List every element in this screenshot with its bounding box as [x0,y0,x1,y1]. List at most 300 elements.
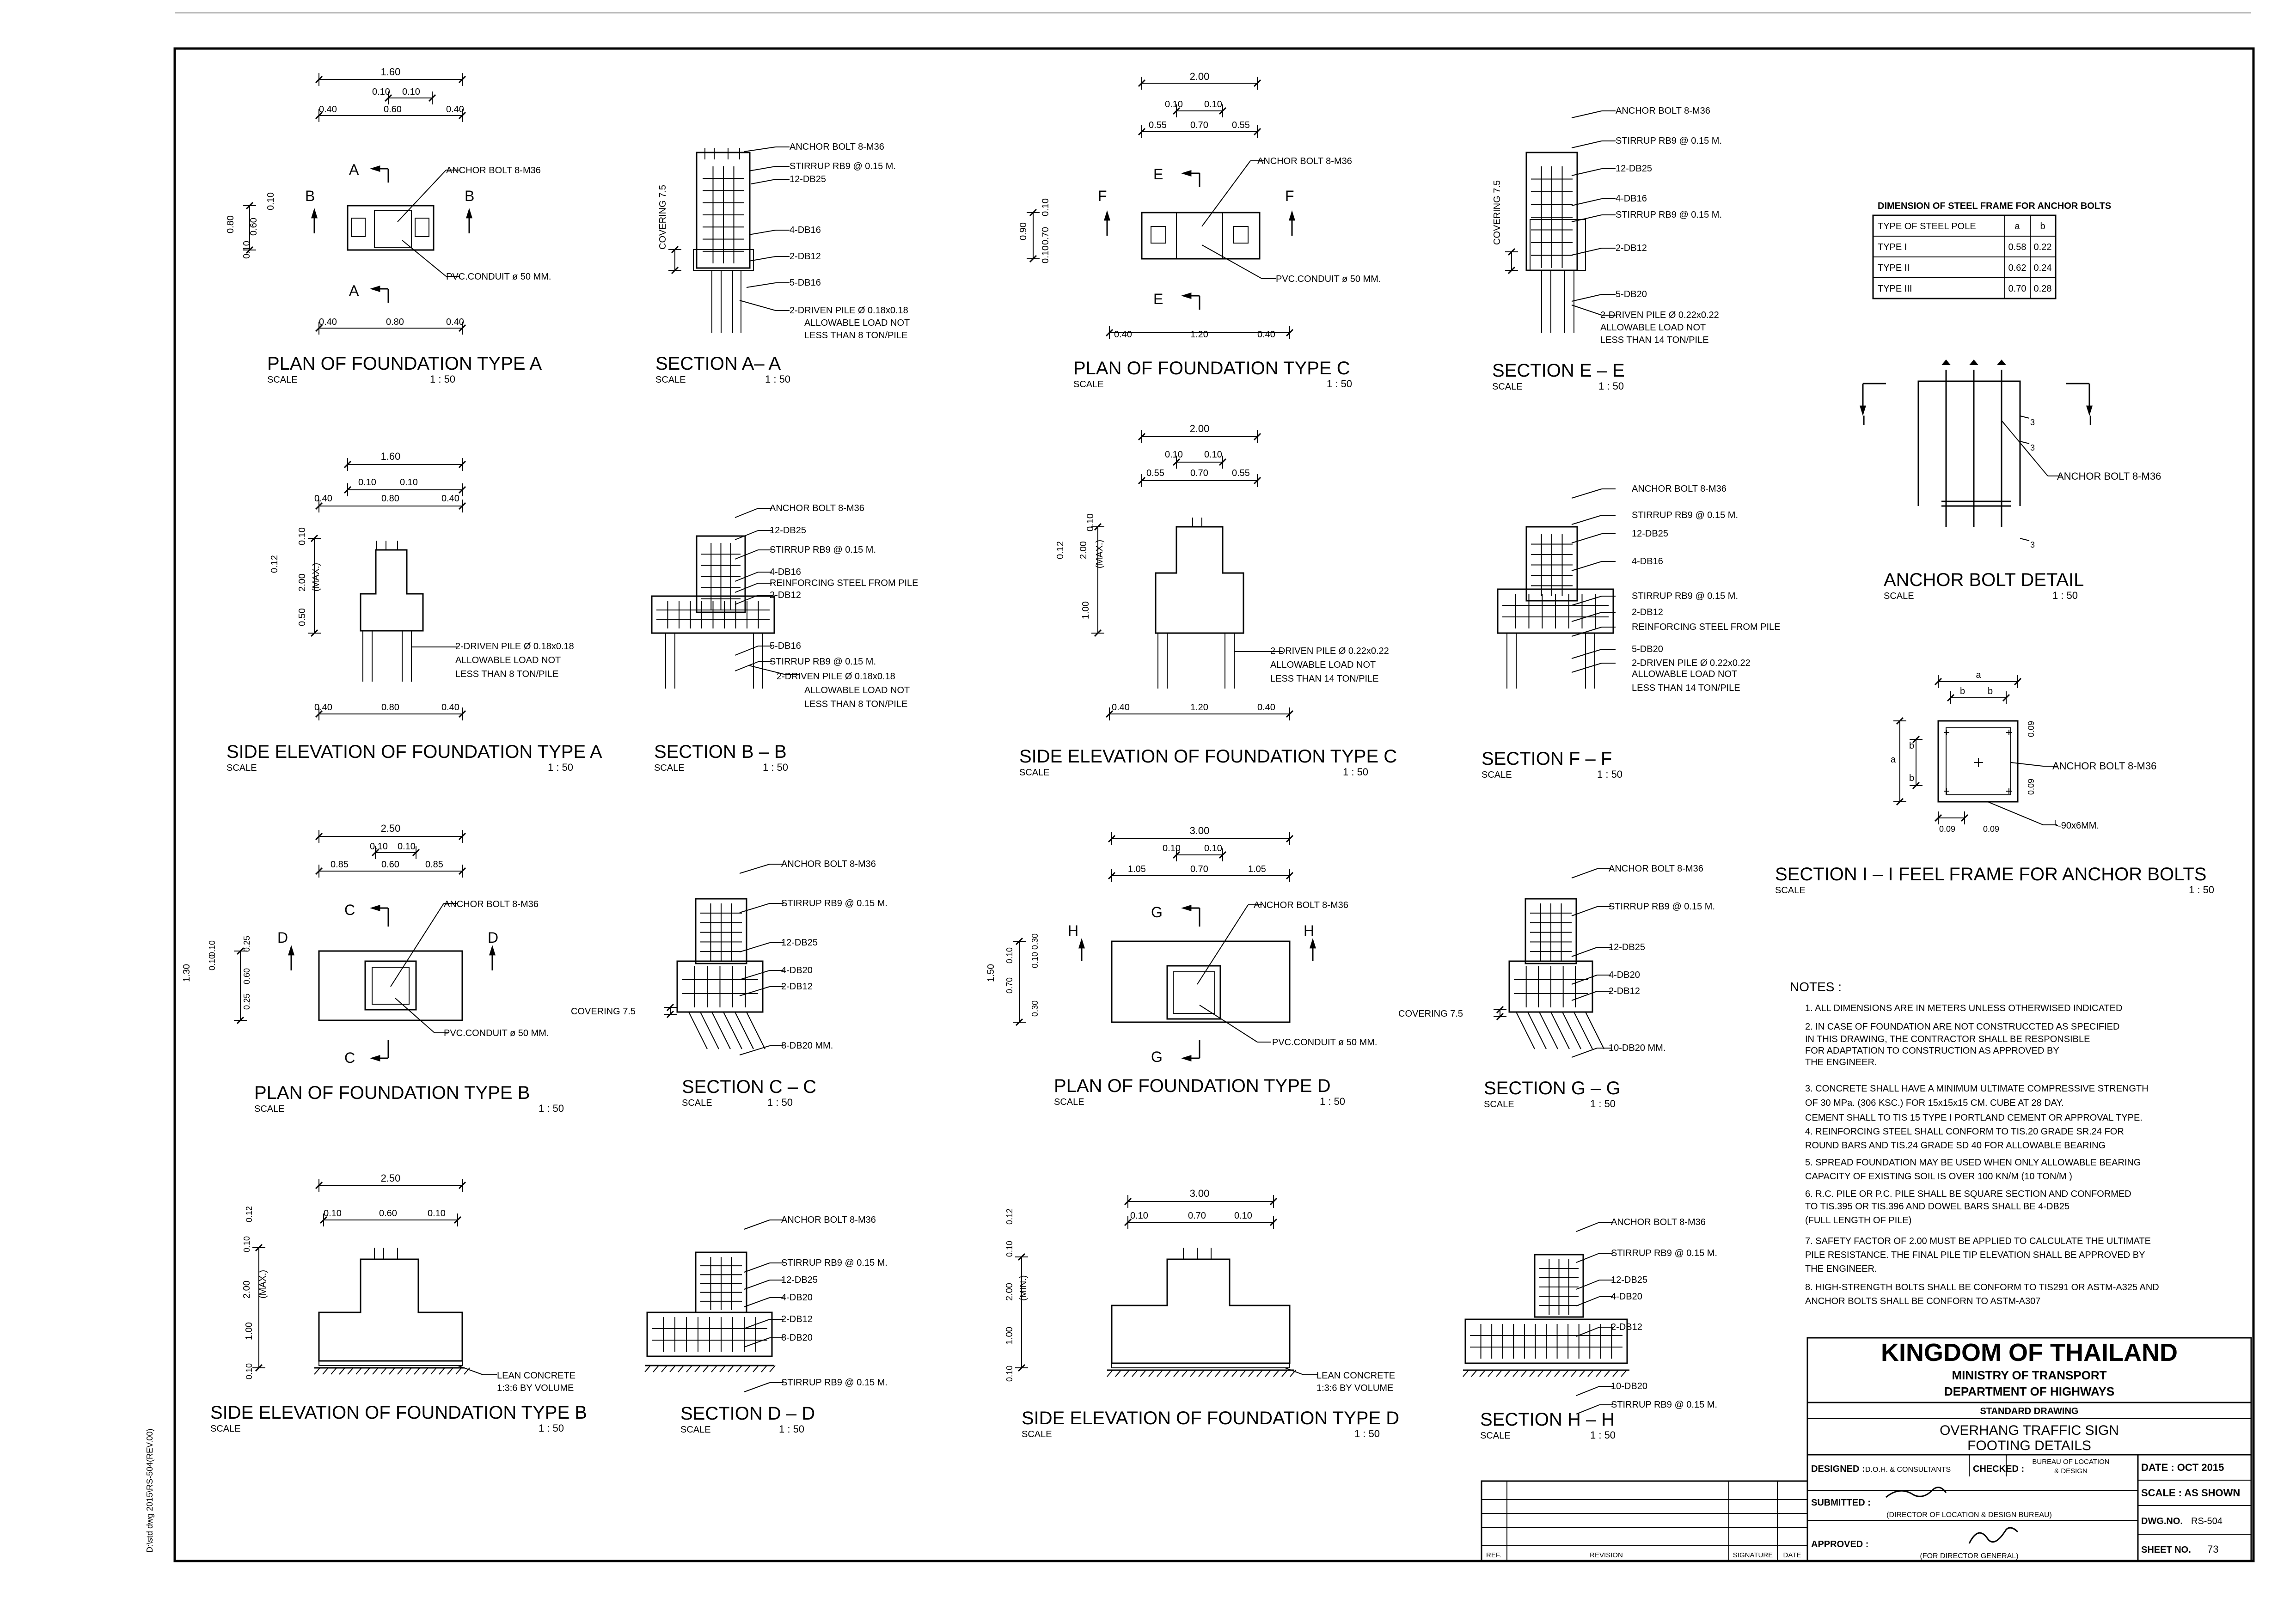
label: 2.50 [380,823,401,834]
label: 0.60 [381,860,399,870]
line [2020,538,2029,541]
ground-hatch [406,1368,411,1374]
label: 8-DB20 MM. [781,1041,833,1051]
leader-line [1197,905,1248,984]
scale-value: 1 : 50 [1354,1428,1380,1439]
label: (MIN.) [1018,1275,1029,1301]
label: 73 [2207,1543,2219,1555]
label: 0.12 [269,555,280,573]
label: 2-DRIVEN PILE Ø 0.22x0.22 [1632,658,1751,668]
label: 0.10 [1030,951,1040,968]
leader-line [1572,169,1602,176]
pile-bar [747,1012,765,1049]
label: F [1285,188,1294,204]
label: 4-DB16 [790,225,821,235]
label: ANCHOR BOLT 8-M36 [2052,760,2157,772]
label: 2-DRIVEN PILE Ø 0.22x0.22 [1270,646,1389,656]
label: 0.10 [1165,450,1183,460]
ground-hatch [439,1368,445,1374]
label: 0.10 [208,954,217,970]
note-line: CAPACITY OF EXISTING SOIL IS OVER 100 KN/M (10 TON/M ) [1805,1171,2072,1182]
leader-line [1572,947,1597,957]
label: 2.00 [1078,541,1089,559]
leader-line [744,1338,770,1347]
label: 0.10 [324,1208,342,1219]
note-line: THE ENGINEER. [1805,1057,1877,1067]
label: 0.55 [1149,120,1167,130]
scale-word: SCALE [654,763,685,773]
label: REVISION [1590,1551,1623,1559]
pedestal-outline [1142,213,1260,259]
arrow-head [1181,1055,1191,1061]
label: 0.10 [1041,245,1051,263]
signature [1969,1528,2018,1543]
scale-word: SCALE [680,1425,711,1435]
signature [1886,1488,1946,1497]
scale-value: 1 : 50 [765,373,791,385]
note-line: ANCHOR BOLTS SHALL BE CONFORN TO ASTM-A307 [1805,1296,2041,1306]
scale-value: 1 : 50 [1597,768,1623,780]
label: 0.25 [242,993,251,1010]
label: 0.10 [402,87,420,97]
ground-hatch [1563,1370,1568,1377]
label: 1.00 [1004,1327,1015,1345]
leader-line [1572,627,1602,636]
label: DATE : OCT 2015 [2141,1462,2224,1473]
scale-value: 1 : 50 [1343,766,1369,778]
label: 0.70 [1041,227,1051,245]
label: PVC.CONDUIT ø 50 MM. [1272,1037,1378,1048]
ground-hatch [1555,1370,1560,1377]
label: 1.05 [1248,864,1266,874]
view-title: PLAN OF FOUNDATION TYPE A [267,354,542,374]
label: 0.10 [1005,1365,1014,1382]
leader-line [1200,1005,1257,1042]
label: 0.30 [1030,1000,1040,1017]
label: REF. [1486,1551,1501,1559]
scale-value: 1 : 50 [430,373,456,385]
label: 0.70 [1190,864,1208,874]
scale-value: 1 : 50 [2052,590,2078,601]
label: 5-DB16 [790,278,821,288]
nut [1941,360,2006,365]
arrow-head [1289,210,1295,220]
view-title: SECTION D – D [680,1403,815,1424]
leader-line [740,943,770,952]
scale-value: 1 : 50 [1320,1096,1346,1107]
view-title: SIDE ELEVATION OF FOUNDATION TYPE A [227,742,602,762]
label: 12-DB25 [1616,164,1652,174]
pile-bar [723,1012,742,1049]
label: 2.00 [297,573,307,592]
label: BUREAU OF LOCATION [2032,1458,2110,1466]
note-line: FOR ADAPTATION TO CONSTRUCTION AS APPROVED BY [1805,1046,2059,1056]
ground-hatch [1165,1370,1171,1377]
ground-hatch [761,1366,767,1372]
leader-line [735,662,758,671]
label: 2-DRIVEN PILE Ø 0.18x0.18 [777,671,895,682]
label: C [344,902,355,918]
label: SCALE : AS SHOWN [2141,1487,2241,1499]
label: 4-DB20 [1609,970,1640,980]
scale-value: 1 : 50 [2189,884,2215,896]
view-title: SECTION H – H [1480,1409,1615,1430]
label: 0.60 [242,968,251,984]
leader-line [1572,215,1602,222]
leader-line [1572,649,1602,659]
label: 0.10 [1005,947,1014,964]
label: (MAX.) [311,562,321,592]
label: 2-DB12 [790,251,821,262]
label: 0.70 [1005,977,1014,994]
leader-line [1572,248,1602,255]
label: 0.40 [1257,329,1275,340]
scale-word: SCALE [1022,1429,1052,1439]
view-title: SECTION A– A [655,354,781,374]
scale-value: 1 : 50 [539,1103,564,1114]
arrow-head [1078,938,1085,948]
arrow-head [1310,938,1316,948]
label: 0.10 [400,477,418,488]
ground-hatch [1207,1370,1212,1377]
ministry: MINISTRY OF TRANSPORT [1952,1368,2107,1382]
label: 0.40 [441,702,459,713]
label: ALLOWABLE LOAD NOT [1632,669,1738,679]
leader-line [1576,1297,1599,1306]
column-outline [1167,966,1220,1019]
label: ANCHOR BOLT 8-M36 [1254,900,1348,910]
label: DESIGNED : [1811,1464,1865,1474]
leader-line [391,903,444,987]
label: 2-DB12 [1611,1322,1642,1332]
leader-line [458,1366,483,1375]
label: 0.40 [314,494,332,504]
leader-line [740,903,770,913]
label: 2.50 [380,1172,401,1184]
leader-line [1572,561,1602,571]
scale-word: SCALE [1019,768,1050,778]
label: STIRRUP RB9 @ 0.15 M. [770,657,876,667]
ground-hatch [364,1368,370,1374]
column-inner [1173,972,1215,1013]
label: 3 [2030,418,2035,427]
label: 0.10 [1204,843,1222,854]
label: 1.05 [1128,864,1146,874]
pile-bar [1551,1012,1569,1049]
label: 2-DB12 [1632,607,1663,617]
ground-hatch [1149,1370,1154,1377]
label: 0.40 [314,702,332,713]
leader-line [1202,245,1262,279]
label: 1.20 [1190,702,1208,713]
label: PVC.CONDUIT ø 50 MM. [444,1028,549,1038]
note-line: PILE RESISTANCE. THE FINAL PILE TIP ELEVATION SHALL BE APPROVED BY [1805,1250,2145,1260]
note-line: (FULL LENGTH OF PILE) [1805,1215,1912,1226]
label: 0.25 [242,935,251,952]
ground-hatch [373,1368,378,1374]
arrow-head [1104,210,1110,220]
scale-word: SCALE [1884,591,1914,601]
note-line: TO TIS.395 OR TIS.396 AND DOWEL BARS SHALL BE 4-DB25 [1805,1201,2070,1212]
label: 0.10 [372,87,390,97]
table-cell: TYPE III [1878,284,1912,294]
label: 0.85 [425,860,443,870]
scale-word: SCALE [254,1104,285,1114]
arrow-head [466,208,472,218]
label: 0.90 [1018,222,1029,240]
ground-hatch [1513,1370,1518,1377]
label: 0.10 [266,192,276,210]
ground-hatch [1613,1370,1618,1377]
label: A [349,161,359,178]
label: 0.10 [370,842,388,852]
note-line: 8. HIGH-STRENGTH BOLTS SHALL BE CONFORM TO TIS291 OR ASTM-A325 AND [1805,1282,2159,1293]
label: B [305,188,315,204]
label: LESS THAN 8 TON/PILE [804,699,908,709]
leader-line [402,240,446,276]
view-title: SECTION E – E [1492,360,1625,381]
scale-word: SCALE [1492,382,1523,392]
label: 2-DB12 [1616,243,1647,253]
drawing-title: OVERHANG TRAFFIC SIGN [1940,1423,2119,1438]
leader-line [744,1280,770,1289]
ground-hatch [339,1368,345,1374]
leader-line [1572,534,1602,543]
label: 3 [2030,540,2035,549]
label: 0.50 [297,608,307,626]
leader-line [740,987,770,996]
label: STIRRUP RB9 @ 0.15 M. [1609,902,1715,912]
column-outline [365,961,416,1010]
label: 0.10 [242,241,252,259]
label: 0.40 [446,317,464,327]
view-title: SECTION G – G [1484,1078,1621,1098]
label: ANCHOR BOLT 8-M36 [444,899,539,909]
leader-line [1572,199,1602,206]
ground-hatch [1274,1370,1279,1377]
note-line: ROUND BARS AND TIS.24 GRADE SD 40 FOR ALLOWABLE BEARING [1805,1140,2106,1151]
label: 0.80 [226,215,236,233]
leader-line [1576,1280,1599,1289]
label: ALLOWABLE LOAD NOT [804,318,910,328]
label: LEAN CONCRETE [1316,1371,1396,1381]
pile [1233,226,1248,243]
leader-line [1202,161,1250,226]
footing-elevation [319,1259,462,1361]
label: 1:3:6 BY VOLUME [1316,1383,1394,1393]
leader-line [1988,802,2043,825]
ground-hatch [695,1366,700,1372]
label: ANCHOR BOLT 8-M36 [1609,864,1703,874]
pile-bar [1574,1012,1592,1049]
table-header: a [2014,221,2020,232]
label: ANCHOR BOLT 8-M36 [781,859,876,869]
label: ALLOWABLE LOAD NOT [455,655,561,665]
ground-hatch [1621,1370,1627,1377]
ground-hatch [1265,1370,1271,1377]
label: 1.60 [380,451,401,462]
label: 1.60 [380,66,401,78]
label: 4-DB20 [781,1293,813,1303]
leader-line [747,283,776,287]
leader-line [740,970,770,980]
table-cell: 0.58 [2008,242,2027,252]
label: 0.60 [379,1208,397,1219]
label: 10-DB20 MM. [1609,1043,1666,1053]
label: 0.10 [1163,843,1181,854]
ground-hatch [653,1366,659,1372]
view-title: PLAN OF FOUNDATION TYPE C [1073,358,1350,378]
label: SHEET NO. [2141,1545,2191,1555]
note-line: CEMENT SHALL TO TIS 15 TYPE I PORTLAND CEMENT OR APPROVAL TYPE. [1805,1113,2143,1123]
label: 0.10 [428,1208,446,1219]
scale-value: 1 : 50 [1327,378,1353,390]
label: 2.00 [1189,423,1210,434]
ground-hatch [1480,1370,1485,1377]
label: 2-DB12 [1609,986,1640,996]
scale-word: SCALE [682,1098,712,1108]
leader-line [740,864,770,873]
leader-line [744,1383,770,1392]
label: I [1862,413,1866,428]
label: 4-DB16 [1616,194,1647,204]
label: SIGNATURE [1733,1551,1773,1559]
ground-hatch [356,1368,361,1374]
label: 10-DB20 [1611,1381,1647,1391]
label: 5-DB20 [1632,644,1663,654]
table-cell: TYPE I [1878,242,1907,252]
label: 0.10 [1204,450,1222,460]
label: 2-DRIVEN PILE Ø 0.22x0.22 [1600,310,1719,320]
ground-hatch [753,1366,759,1372]
note-line: 3. CONCRETE SHALL HAVE A MINIMUM ULTIMATE COMPRESSIVE STRENGTH [1805,1084,2149,1094]
pedestal-outline [348,206,434,250]
department: DEPARTMENT OF HIGHWAYS [1944,1384,2115,1398]
label: 5-DB20 [1616,289,1647,299]
column-outline [374,210,411,247]
ground-hatch [1107,1370,1113,1377]
ground-hatch [447,1368,453,1374]
label: ANCHOR BOLT 8-M36 [1632,484,1727,494]
label: ALLOWABLE LOAD NOT [1270,660,1376,670]
arrow-head [311,208,318,218]
note-line: 2. IN CASE OF FOUNDATION ARE NOT CONSTRUCCTED AS SPECIFIED [1805,1022,2120,1032]
label: D.O.H. & CONSULTANTS [1865,1466,1951,1474]
label: RS-504 [2191,1516,2223,1526]
ground-hatch [1257,1370,1262,1377]
label: 12-DB25 [781,938,818,948]
label: 0.10 [358,477,376,488]
label: COVERING 7.5 [658,184,668,250]
label: 0.60 [249,218,259,236]
leader-line [744,1298,770,1307]
ground-hatch [678,1366,684,1372]
label: 2-DB12 [770,590,801,600]
footing-elevation [1156,527,1243,633]
view-title: SIDE ELEVATION OF FOUNDATION TYPE B [210,1403,587,1423]
ground-hatch [348,1368,353,1374]
label: REINFORCING STEEL FROM PILE [770,578,918,588]
leader-line [1572,294,1602,301]
view-title: SECTION C – C [682,1077,817,1097]
label: I [2088,413,2093,428]
ground-hatch [720,1366,725,1372]
label: COVERING 7.5 [1398,1009,1463,1019]
note-line: 1. ALL DIMENSIONS ARE IN METERS UNLESS OTHERWISED INDICATED [1805,1003,2123,1013]
drawing-title: FOOTING DETAILS [1967,1438,2091,1453]
leader-line [1572,1048,1597,1057]
ground-hatch [414,1368,420,1374]
label: ANCHOR BOLT 8-M36 [1616,106,1710,116]
label: COVERING 7.5 [571,1006,636,1017]
org-title: KINGDOM OF THAILAND [1881,1339,2178,1366]
pile-bar [689,1012,707,1049]
label: 0.80 [381,494,399,504]
label: 2.00 [1004,1283,1015,1301]
pile [415,218,429,237]
ground-hatch [1240,1370,1246,1377]
label: 0.10 [1234,1211,1252,1221]
scale-word: SCALE [267,375,298,385]
label: ANCHOR BOLT 8-M36 [790,142,884,152]
table-cell: 0.62 [2008,263,2027,273]
label: 0.10 [1085,513,1096,531]
arrow-head [489,945,496,955]
label: STIRRUP RB9 @ 0.15 M. [1616,136,1722,146]
label: REINFORCING STEEL FROM PILE [1632,622,1781,632]
label: b [1988,686,1993,696]
leader-line [395,998,435,1033]
pile-bar [1528,1012,1546,1049]
scale-value: 1 : 50 [548,762,574,773]
arrow-head [370,905,380,911]
ground-hatch [1571,1370,1577,1377]
label: 0.80 [381,702,399,713]
label: LESS THAN 14 TON/PILE [1600,335,1709,345]
label: STIRRUP RB9 @ 0.15 M. [781,1378,888,1388]
note-line: 6. R.C. PILE OR P.C. PILE SHALL BE SQUARE SECTION AND CONFORMED [1805,1189,2131,1199]
label: 12-DB25 [1609,942,1645,952]
label: LESS THAN 8 TON/PILE [804,330,908,341]
ground-hatch [1174,1370,1179,1377]
view-title: SECTION F – F [1482,749,1612,769]
label: STIRRUP RB9 @ 0.15 M. [1632,510,1738,520]
label: LESS THAN 14 TON/PILE [1270,674,1379,684]
ground-hatch [1521,1370,1527,1377]
ground-hatch [1282,1370,1287,1377]
label: 2.00 [1189,71,1210,82]
leader-line [1572,111,1602,118]
label: COVERING 7.5 [1492,180,1502,245]
label: 0.40 [1114,329,1132,340]
footing-elevation [1112,1259,1290,1363]
ground-hatch [711,1366,717,1372]
leader-line [744,1263,770,1272]
label: ALLOWABLE LOAD NOT [1600,323,1706,333]
leader-line [1576,1386,1599,1396]
label: b [1960,686,1965,696]
label: STIRRUP RB9 @ 0.15 M. [1611,1248,1717,1258]
label: ANCHOR BOLT 8-M36 [781,1215,876,1225]
label: 0.30 [1030,933,1040,950]
scale-value: 1 : 50 [767,1097,793,1108]
ground-hatch [381,1368,386,1374]
label: 0.10 [1165,99,1183,110]
leader-line [749,256,776,261]
ground-hatch [1182,1370,1188,1377]
label: 0.09 [2027,720,2036,737]
ground-hatch [1596,1370,1602,1377]
